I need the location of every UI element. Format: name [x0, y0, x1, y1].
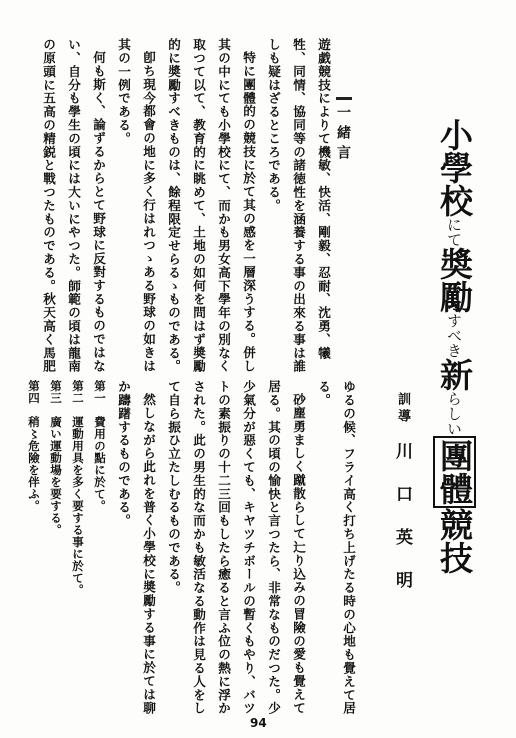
reason-item: 第二 運動用具を多く要する事に於て。 — [71, 380, 85, 596]
reason-item: 第一 費用の點に於て。 — [93, 380, 107, 512]
body-left-line-4: 特に團體的の競技に於て其の感を一層深うする。併し — [241, 51, 256, 373]
body-left-line-11: い、自分も學生の頃には大いにやつた。師範の頃は龍南 — [66, 38, 81, 373]
body-left-line-2: 牲、同情、協同等の諸徳性を涵養する事の出來る事は誰 — [291, 38, 306, 373]
body-left-line-9: 其の一例である。 — [116, 38, 131, 146]
section-heading-rule — [336, 97, 352, 100]
author-label: 訓導 — [395, 392, 410, 426]
title-part-8: 競技 — [435, 508, 474, 574]
body-right-line-3: 砂塵勇ましく蹴散らして辷り込みの冒險の愛も覺えて — [291, 393, 306, 715]
title-part-2: にて — [445, 217, 463, 247]
article-title — [434, 118, 474, 574]
body-right-line-7: された。此の男生的な而かも敏活なる動作は見る人をし — [191, 380, 206, 715]
body-right-line-1: ゆるの候、フライ高く打ち上げたる時の心地も覺えて居 — [341, 380, 356, 715]
title-part-1: 小學校 — [435, 118, 474, 217]
section-heading: 一緒言 — [335, 105, 351, 165]
body-right-line-5: 少氣分が惡くても、キヤツチボールの暫くもやり、バツ — [241, 380, 256, 715]
title-part-3: 奬勵 — [435, 247, 474, 313]
body-right-line-2: る。 — [316, 380, 331, 407]
body-right-line-6: トの素振りの十二三回もしたら癒ると言ふ位の熱に浮か — [216, 380, 231, 715]
body-left-line-3: しも疑はざるところである。 — [266, 38, 281, 213]
body-left-line-1: 遊戯競技によりて機敏、快活、剛毅、忍耐、沈勇、犧 — [316, 38, 331, 360]
page-number: 94 — [250, 716, 267, 730]
body-left-line-6: 取つて以て、教育的に眺めて、土地の如何を問はず奬勵 — [191, 38, 206, 373]
body-left-line-8: 卽ち現今都會の地に多く行はれつゝある野球の如きは — [141, 51, 156, 373]
author-name: 川口英明 — [392, 442, 412, 614]
body-right-line-8: て自ら振ひ立たしむるものである。 — [166, 380, 181, 595]
body-left-line-10: 何も斯く、論ずるからとて野球に反對するものではな — [91, 51, 106, 373]
reason-item: 第四 稍〻危險を伴ふ。 — [27, 380, 41, 512]
body-right-line-9: 然しながら此れを普く小學校に奬勵する事に於ては聊 — [141, 393, 156, 715]
body-right-line-4: 居る。其の頃の愉快と言つたら、非常なものだつた。少 — [266, 380, 281, 715]
body-left-line-7: 的に奬勵すべきものは、餘程限定せらるゝものである。 — [166, 38, 181, 373]
body-right-line-10: か躊躇するものである。 — [116, 380, 131, 528]
body-left-line-5: 其の中にても小學校にて、而かも男女高下學年の別なく — [216, 38, 231, 373]
reason-item: 第三 廣い運動場を要する。 — [49, 380, 63, 536]
title-part-7: 團體 — [433, 436, 476, 508]
title-part-5: 新 — [435, 358, 474, 391]
title-part-4: すべき — [445, 313, 463, 358]
body-left-line-12: の原頭に五高の精鋭と戰つたものである。秋天高く馬肥 — [41, 38, 56, 373]
title-part-6: らしい — [445, 391, 463, 436]
